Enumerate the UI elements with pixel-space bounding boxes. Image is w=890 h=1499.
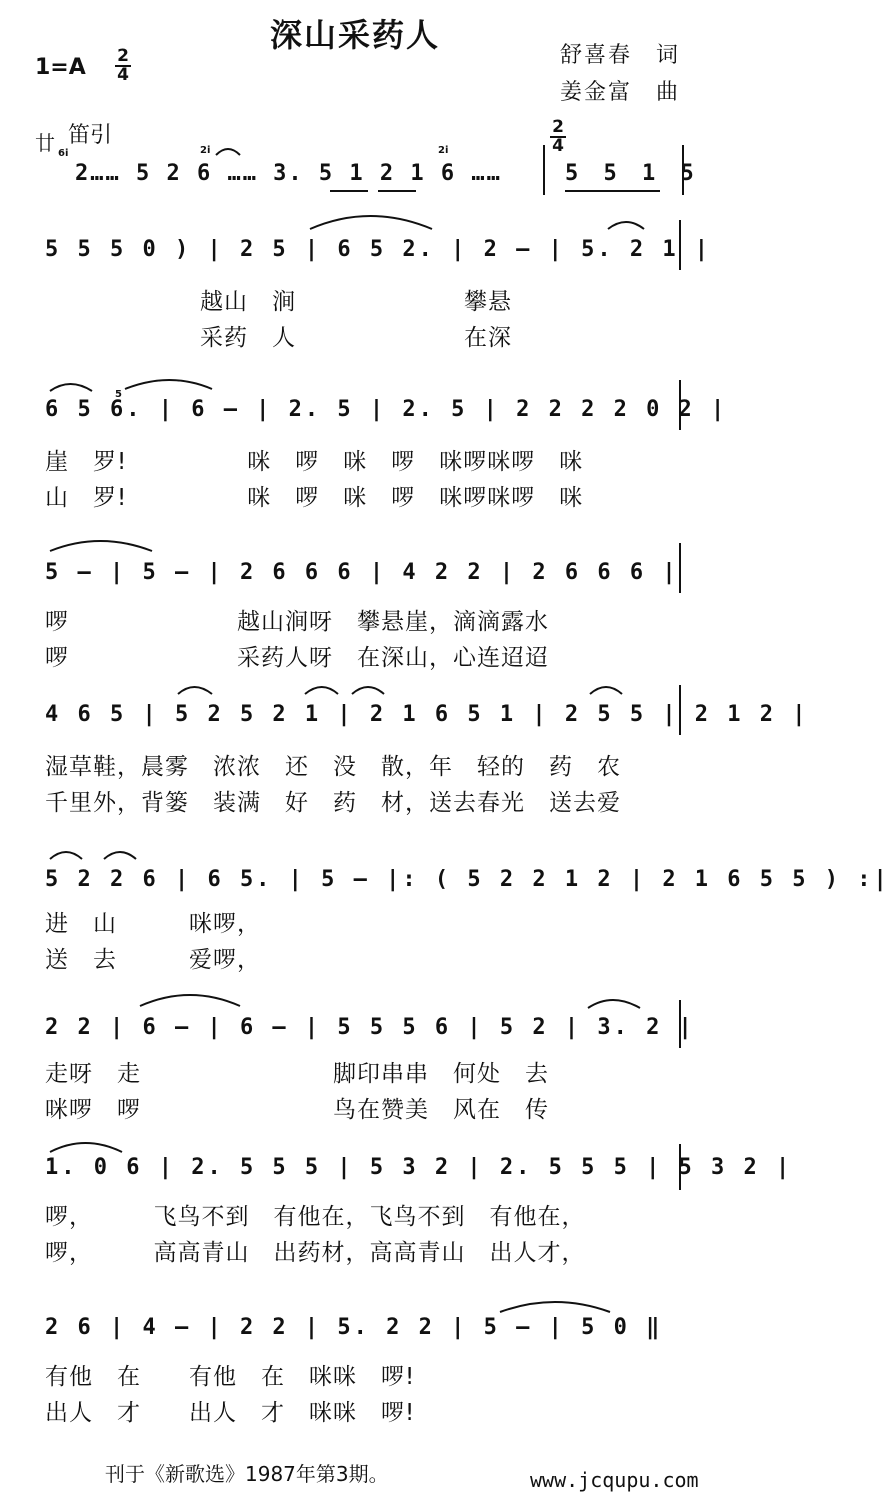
music-system-6 [0, 1000, 720, 1140]
notation-line: 5 – | 5 – | 2 6 6 6 | 4 2 2 | 2 6 6 6 | [45, 560, 679, 585]
slurs [0, 535, 720, 595]
time-change-top: 2 [550, 119, 566, 138]
website-watermark: www.jcqupu.com [530, 1468, 699, 1492]
slurs [0, 375, 720, 435]
time-change [550, 119, 566, 155]
music-system-8 [0, 1310, 720, 1450]
notation-line: 4 6 5 | 5 2 5 2 1 | 2 1 6 5 1 | 2 5 5 | 2 1 2 | [45, 702, 809, 727]
lyric-verse-1: 越山 涧 攀悬 [200, 289, 512, 315]
notation-line: 1. 0 6 | 2. 5 5 5 | 5 3 2 | 2. 5 5 5 | 5 3 2 | [45, 1155, 793, 1180]
notation-line: 5 5 5 0 ) | 2 5 | 6 5 2. | 2 – | 5. 2 1 | [45, 237, 712, 262]
grace-note: 2i [200, 145, 211, 156]
intro-system [0, 115, 720, 205]
lyric-verse-2: 送 去 爱啰， [45, 947, 261, 973]
music-system-2 [0, 375, 728, 525]
lyric-verse-1: 湿草鞋，晨雾 浓浓 还 没 散，年 轻的 药 农 [45, 754, 621, 780]
notation-line: 2 6 | 4 – | 2 2 | 5. 2 2 | 5 – | 5 0 ‖ [45, 1315, 663, 1340]
lyric-verse-2: 山 罗! 咪 啰 咪 啰 咪啰咪啰 咪 [45, 485, 584, 511]
slurs [0, 215, 720, 275]
lyricist-credit: 舒喜春 词 [560, 43, 681, 68]
grace-note: 6i [58, 148, 69, 159]
time-sig-top: 2 [115, 48, 131, 67]
lyric-verse-1: 啰 越山涧呀 攀悬崖，滴滴露水 [45, 609, 549, 635]
lyric-verse-2: 千里外，背篓 装满 好 药 材，送去春光 送去爱 [45, 790, 621, 816]
lyric-verse-1: 进 山 咪啰， [45, 911, 261, 937]
music-system-7 [0, 1150, 793, 1290]
grace-note: 2i [438, 145, 449, 156]
lyric-verse-1: 走呀 走 脚印串串 何处 去 [45, 1061, 549, 1087]
music-system-3 [0, 535, 720, 675]
source-note: 刊于《新歌选》1987年第3期。 [105, 1462, 389, 1486]
time-signature [115, 48, 131, 84]
slurs [0, 845, 720, 905]
lyric-verse-1: 崖 罗! 咪 啰 咪 啰 咪啰咪啰 咪 [45, 449, 584, 475]
time-sig-bottom: 4 [117, 65, 129, 85]
music-system-4 [0, 680, 809, 830]
grace-note: 5 [115, 389, 122, 400]
slurs [0, 1000, 720, 1060]
free-meter-mark: 廿 [35, 131, 55, 155]
lyric-verse-1: 有他 在 有他 在 咪咪 啰! [45, 1364, 416, 1390]
intro-bar-notes: 5 5 1 5 [565, 161, 700, 186]
music-system-5 [0, 845, 890, 990]
composer-credit: 姜金富 曲 [560, 80, 681, 105]
notation-line: 2 2 | 6 – | 6 – | 5 5 5 6 | 5 2 | 3. 2 | [45, 1015, 695, 1040]
key-signature: 1=A [35, 55, 86, 80]
lyric-verse-2: 啰， 高高青山 出药材，高高青山 出人才， [45, 1240, 586, 1266]
lyric-verse-1: 啰， 飞鸟不到 有他在，飞鸟不到 有他在， [45, 1204, 586, 1230]
notation-line: 5 2 2 6 | 6 5. | 5 – |: ( 5 2 2 1 2 | 2 1 6 5 5 ) :| [45, 867, 890, 892]
lyric-verse-2: 出人 才 出人 才 咪咪 啰! [45, 1400, 416, 1426]
slurs [0, 680, 720, 740]
time-change-bottom: 4 [552, 136, 564, 156]
intro-label: 笛引 [68, 123, 113, 148]
lyric-verse-2: 啰 采药人呀 在深山，心连迢迢 [45, 645, 549, 671]
intro-markings [0, 115, 720, 205]
intro-free-notes: 2…… 5 2 6 …… 3. 5 1 2 1 6 …… [75, 161, 502, 186]
music-system-1 [0, 215, 720, 365]
song-title: 深山采药人 [270, 16, 441, 54]
notation-line: 6 5 6. | 6 – | 2. 5 | 2. 5 | 2 2 2 2 0 2 | [45, 397, 728, 422]
lyric-verse-2: 咪啰 啰 鸟在赞美 风在 传 [45, 1097, 549, 1123]
lyric-verse-2: 采药 人 在深 [200, 325, 512, 351]
